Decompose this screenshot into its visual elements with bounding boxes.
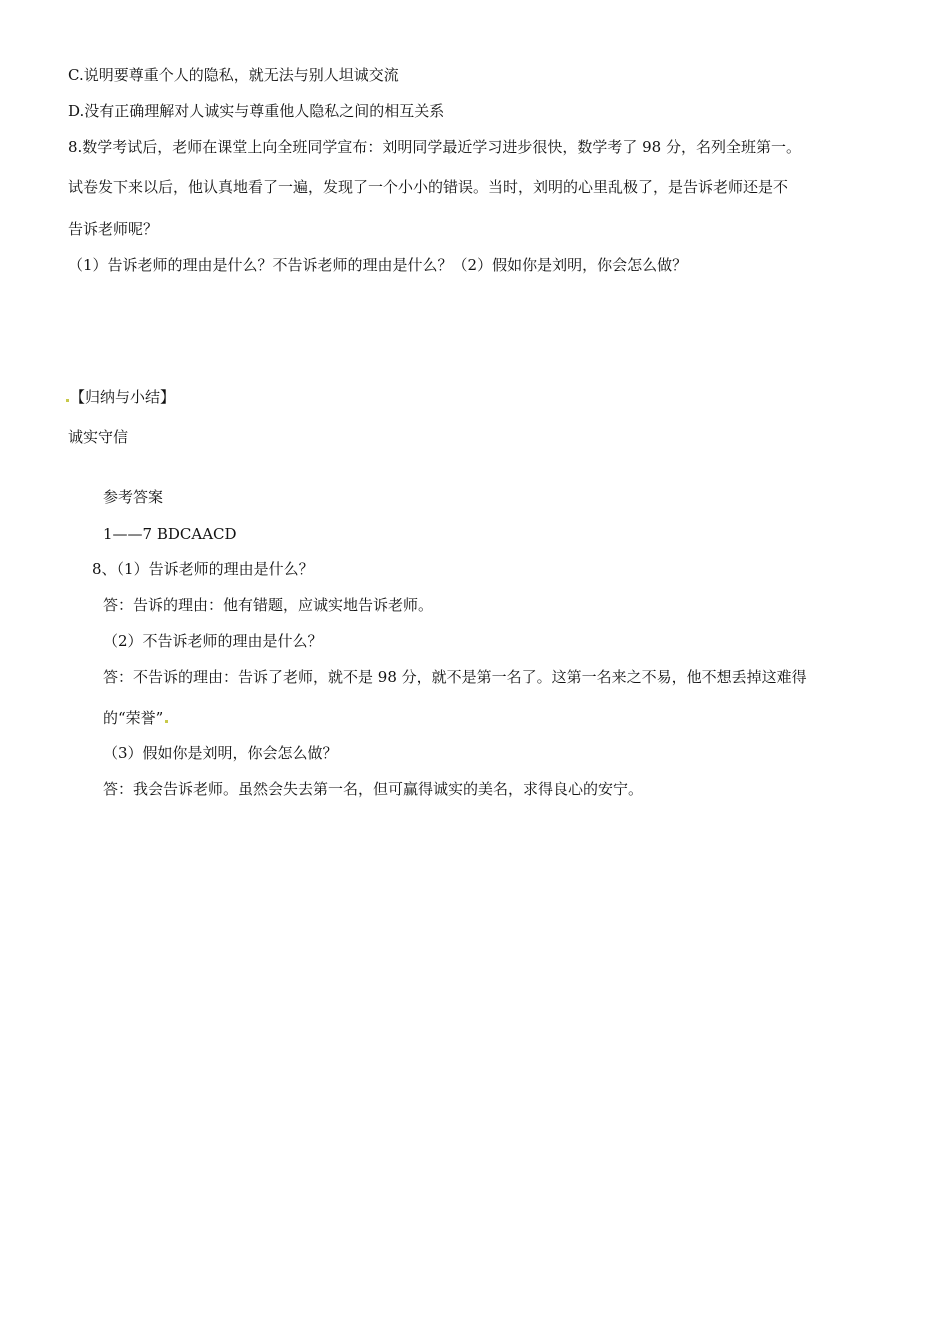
answer-8-2-answer-line-1: 答：不告诉的理由：告诉了老师，就不是 98 分，就不是第一名了。这第一名来之不易，他不想丢掉这难得 bbox=[103, 668, 807, 686]
answers-title: 参考答案 bbox=[103, 488, 164, 506]
summary-heading-row bbox=[66, 387, 175, 407]
answer-8-2-answer-line-2-row bbox=[103, 708, 168, 728]
question-8-line-2: 试卷发下来以后，他认真地看了一遍，发现了一个小小的错误。当时，刘明的心里乱极了，是告诉老师还是不 bbox=[68, 178, 789, 196]
marker-icon bbox=[66, 399, 69, 402]
answer-8-1-answer: 答：告诉的理由：他有错题，应诚实地告诉老师。 bbox=[103, 596, 434, 614]
marker-icon bbox=[165, 720, 168, 723]
question-8-subquestions: （1）告诉老师的理由是什么？不告诉老师的理由是什么？（2）假如你是刘明，你会怎么做？ bbox=[68, 256, 688, 274]
answer-8-2-question: （2）不告诉老师的理由是什么？ bbox=[103, 632, 323, 650]
summary-heading: 【归纳与小结】 bbox=[70, 388, 176, 406]
summary-content: 诚实守信 bbox=[68, 428, 129, 446]
answer-8-3-question: （3）假如你是刘明，你会怎么做？ bbox=[103, 744, 338, 762]
option-d: D.没有正确理解对人诚实与尊重他人隐私之间的相互关系 bbox=[68, 102, 445, 120]
answer-8-1-question: 8、（1）告诉老师的理由是什么？ bbox=[92, 560, 314, 578]
option-c: C.说明要尊重个人的隐私，就无法与别人坦诚交流 bbox=[68, 66, 399, 84]
question-8-line-3: 告诉老师呢？ bbox=[68, 220, 159, 238]
answers-multiple-choice: 1——7 BDCAACD bbox=[103, 525, 237, 543]
answer-8-3-answer: 答：我会告诉老师。虽然会失去第一名，但可赢得诚实的美名，求得良心的安宁。 bbox=[103, 780, 644, 798]
question-8-line-1: 8.数学考试后，老师在课堂上向全班同学宣布：刘明同学最近学习进步很快，数学考了 98 分，名列全班第一。 bbox=[68, 138, 801, 156]
answer-8-2-answer-line-2: 的“荣誉” bbox=[103, 709, 164, 727]
